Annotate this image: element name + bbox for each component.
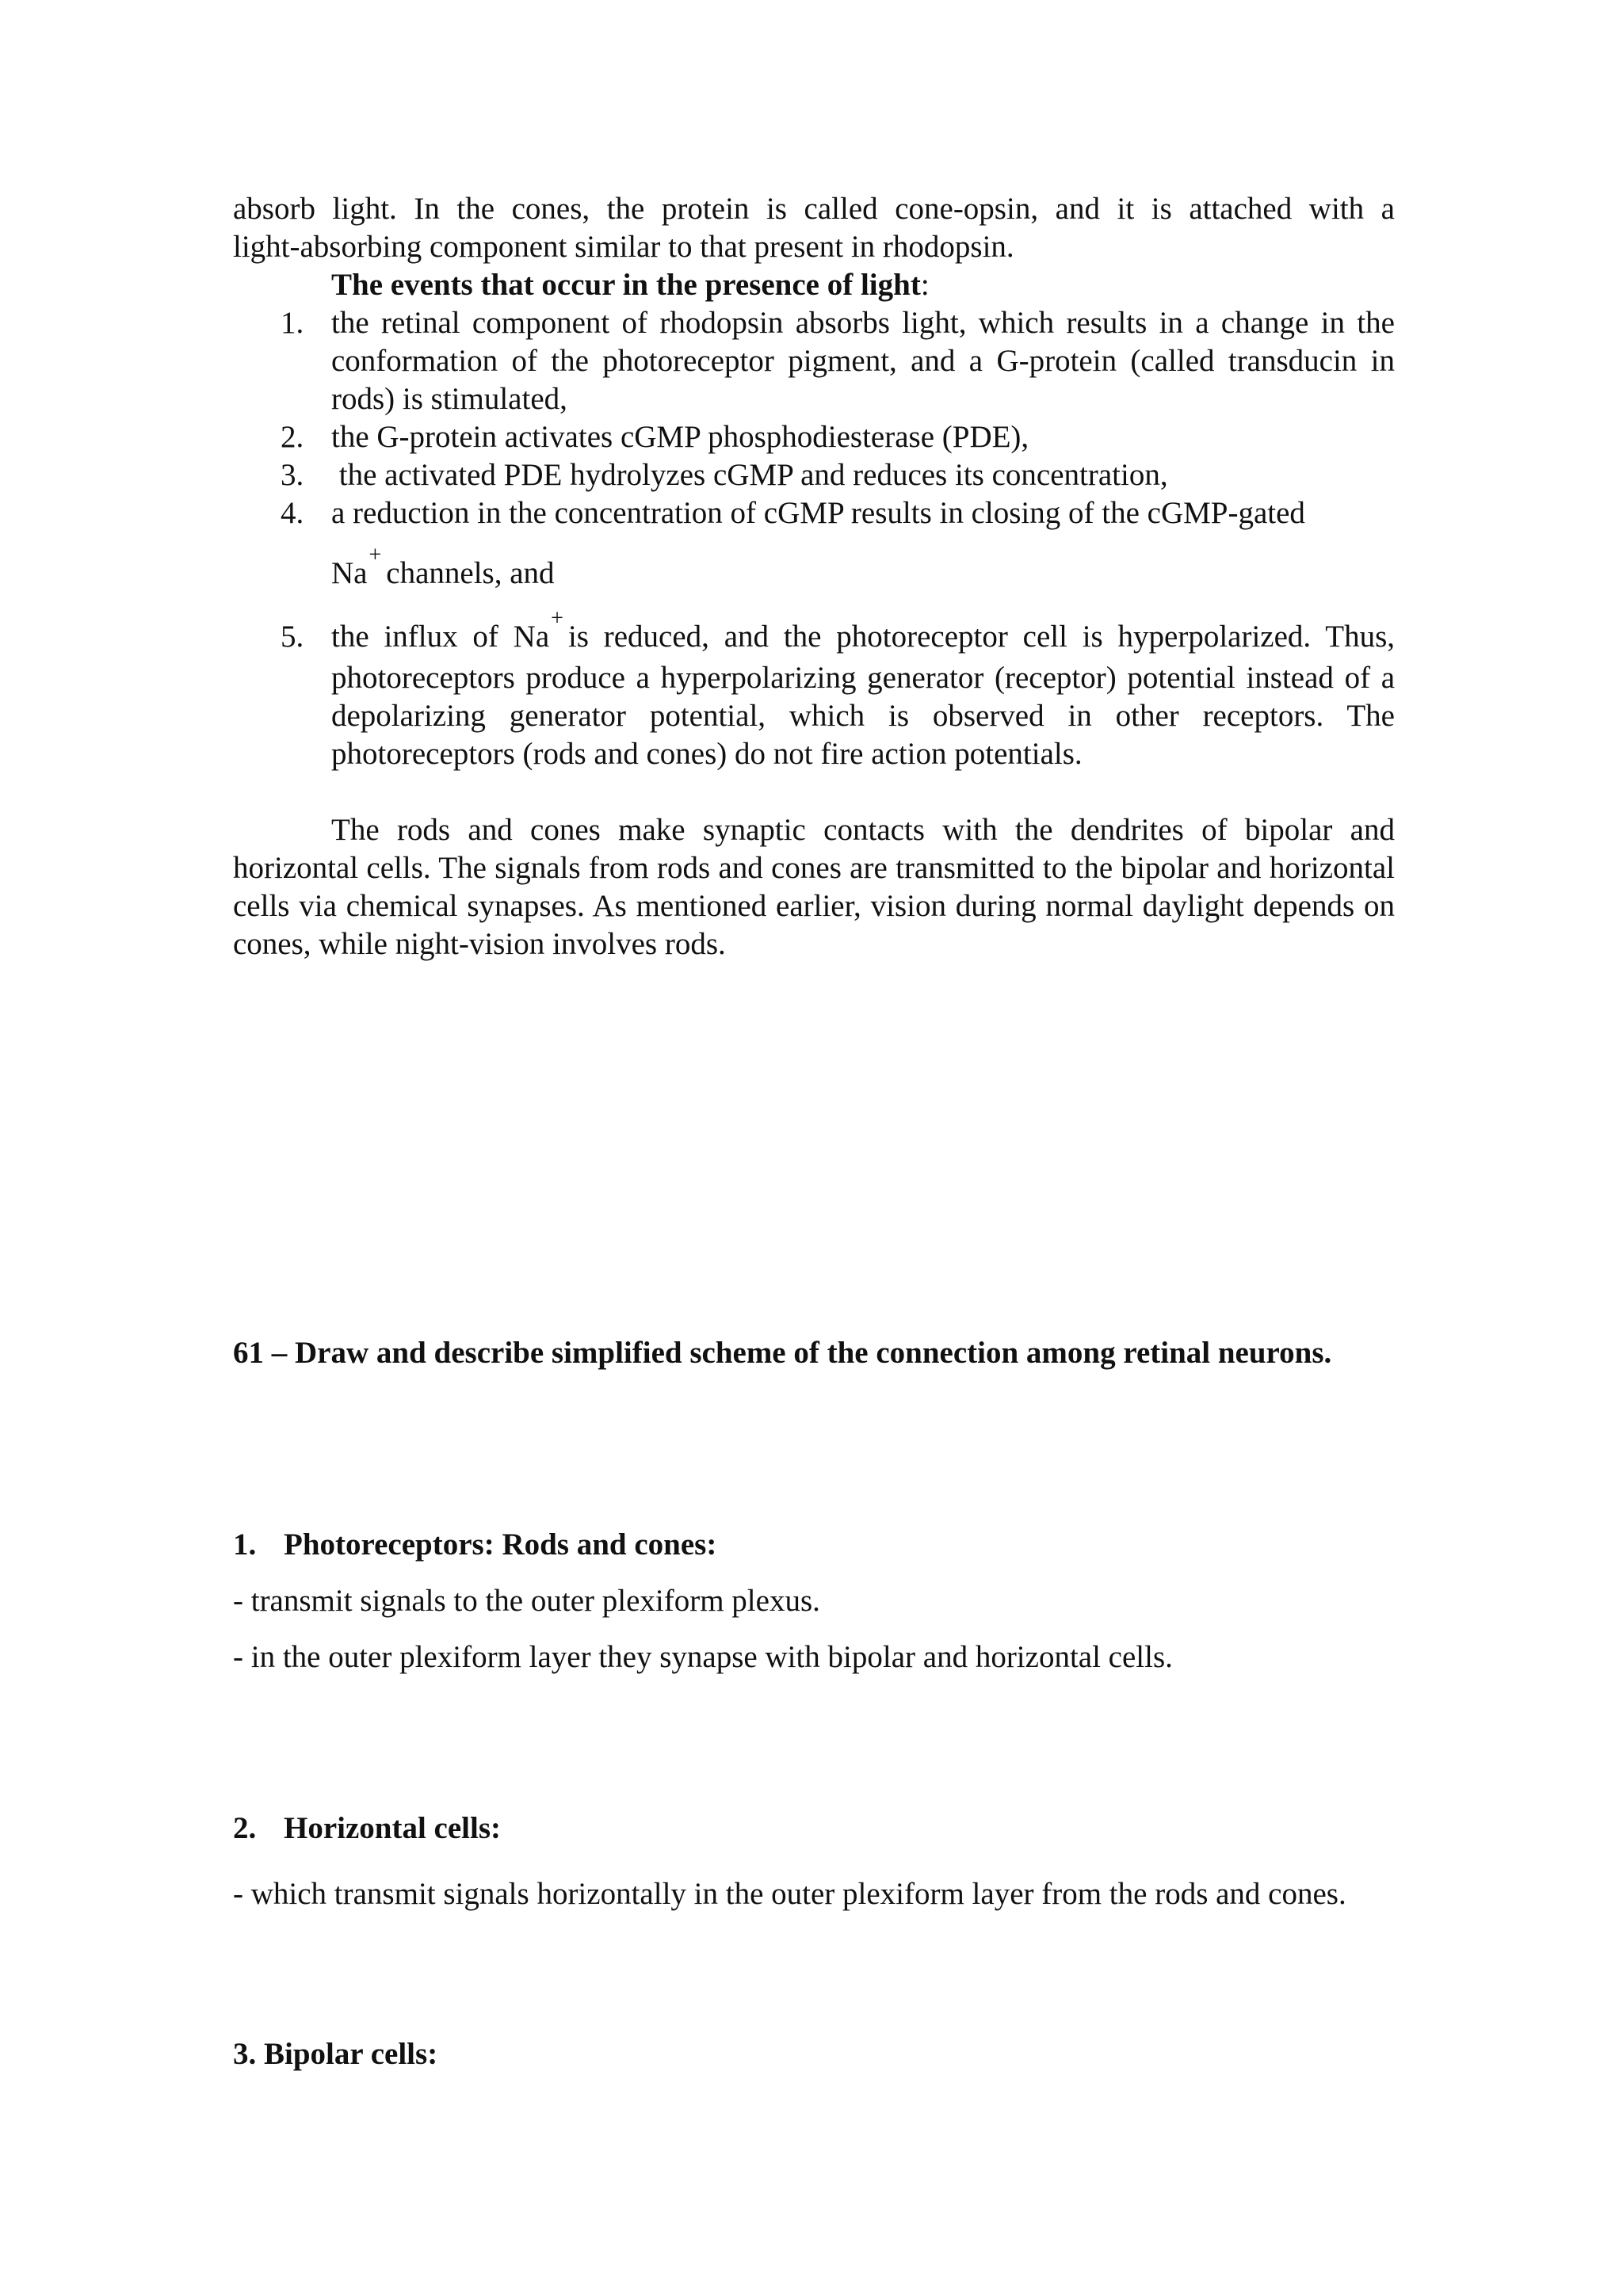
list-item [233, 596, 1395, 773]
list-item-number: 3. [281, 458, 304, 492]
section-title: Bipolar cells: [264, 2037, 438, 2071]
paragraph-body: horizontal cells. The signals from rods and cones are transmitted to the bipolar and horizontal cells via chemical synapses. As mentioned earlier, vision during normal daylight depends on cones, while night-vision involves rods. [233, 851, 1395, 961]
intro-line-1: absorb light. In the cones, the protein is called cone-opsin, and it is attached with a [233, 192, 1395, 226]
paragraph-first-line: The rods and cones make synaptic contacts with the dendrites of bipolar and [331, 813, 1395, 847]
list-item-text-post: is reduced, and the photoreceptor cell is hyperpolarized. Thus, photoreceptors produce a hyperpolarizing generator (receptor) potential instead of a depolarizing generator potential, which is observed in other receptors. The photoreceptors (rods and cones) do not fire action potentials. [331, 620, 1396, 771]
list-item [233, 494, 1395, 596]
superscript-plus: + [551, 606, 563, 631]
list-item-text [331, 606, 1396, 773]
section-heading [233, 2035, 1395, 2073]
section-line: - which transmit signals horizontally in the outer plexiform layer from the rods and cones. [233, 1877, 1346, 1911]
section-heading [233, 1810, 1395, 1848]
section-line: - in the outer plexiform layer they synapse with bipolar and horizontal cells. [233, 1640, 1173, 1674]
list-item-text: the G-protein activates cGMP phosphodiesterase (PDE), [331, 420, 1029, 454]
list-item-text-pre: the influx of Na [331, 620, 550, 654]
section-number: 2. [233, 1811, 257, 1845]
list-item-number: 5. [281, 620, 304, 654]
events-heading [331, 266, 1395, 304]
question-heading: 61 – Draw and describe simplified scheme of the connection among retinal neurons. [233, 1336, 1332, 1370]
section-title: Horizontal cells: [284, 1811, 502, 1845]
events-heading-text: The events that occur in the presence of light [331, 268, 921, 302]
list-item-text: the activated PDE hydrolyzes cGMP and reduces its concentration, [331, 458, 1168, 492]
list-item-number: 2. [281, 420, 304, 454]
list-item-text-line: a reduction in the concentration of cGMP results in closing of the cGMP-gated [331, 496, 1305, 530]
section-number: 1. [233, 1527, 257, 1562]
list-item-text: the retinal component of rhodopsin absorbs light, which results in a change in the conformation of the photoreceptor pigment, and a G-protein (called transducin in rods) is stimulated, [331, 306, 1395, 416]
section-title: Photoreceptors: Rods and cones: [284, 1527, 717, 1562]
list-item-text-line [331, 532, 1395, 596]
list-item [233, 304, 1395, 418]
events-list [233, 304, 1395, 773]
section-number: 3. [233, 2037, 257, 2071]
list-item-number: 4. [281, 496, 304, 530]
list-item [233, 418, 1395, 456]
list-item-text [331, 494, 1395, 596]
list-item-number: 1. [281, 306, 304, 340]
intro-line-2: light-absorbing component similar to that present in rhodopsin. [233, 230, 1014, 264]
list-item [233, 456, 1395, 494]
superscript-plus: + [369, 543, 382, 567]
events-heading-colon: : [920, 268, 930, 302]
section-heading [233, 1526, 1395, 1564]
sodium-symbol: Na [331, 556, 368, 590]
section-line: - transmit signals to the outer plexiform plexus. [233, 1584, 820, 1618]
list-item-text-rest: channels, and [386, 556, 555, 590]
